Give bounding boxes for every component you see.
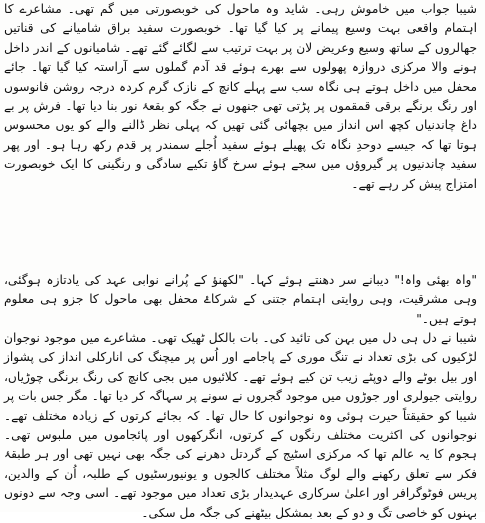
paragraph-2: "واہ بھئی واہ!" دیبانے سر دھنتے ہوئے کہا۔ "لکھنؤ کے پُرانے نوابی عہد کی یادتازہ ہوگئی، وہی مشرقیت، وہی روایتی اہتمام جتنی کے شرکاۓ محفل بھی ماحول کا جزو ہی معلوم ہوتے ہیں۔" (4, 273, 477, 326)
paragraph-1: شیبا جواب میں خاموش رہی۔ شاید وہ ماحول کی خوبصورتی میں گم تھی۔ مشاعرے کا اہتمام واقعی بہت وسیع پیمانے پر کیا گیا تھا۔ خوبصورت سفید براق شامیانے کی قناتیں جھالروں کے ساتھ وسیع وعریض لان پر بہت ترتیب سے لگائے گئے تھے۔ شامیانوں کے اندر داخل ہونے والا مرکزی دروازہ پھولوں سے بھرے ہوئے قد آدم گملوں سے آراستہ کیا گیا تھا۔ جائے محفل میں داخل ہوتے ہی نگاہ سب سے پہلے کانچ کے نازک گرم کردہ درجہ روشن فانوسوں اور رنگ برنگے برقی قمقموں پر پڑتی تھی جنھوں نے جگہ کو بقعۂ نور بنا دیا تھا۔ فرش پر بے داغ چاندنیاں کچھ اس انداز میں بچھائی گئی تھیں کہ پہلی نظر ڈالنے والے کو یوں محسوس ہوتا تھا کہ جیسے دوحدِ نگاہ تک پھیلے ہوئے سفید اُجلے سمندر پر قدم رکھ رہا ہو۔ اور پھر سفید چاندنیوں پر گیروؤں میں سجے ہوئے سرخ گاؤ تکیے سادگی و رنگینی کا ایک خوبصورت امتزاج پیش کر رہے تھے۔ (4, 2, 477, 191)
article-body (4, 0, 477, 520)
paragraph-3: شیبا نے دل ہی دل میں بہن کی تائید کی۔ بات بالکل ٹھیک تھی۔ مشاعرے میں موجود نوجوان لڑکیوں کی بڑی تعداد نے تنگ موری کے پاجامے اور اُس پر میچنگ کی انارکلی انداز کی پشواز اور بیل بوٹے والے دوپٹے زیب تن کیے ہوئے تھے۔ کلائیوں میں بجی کانچ کی رنگ برنگی چوڑیاں، روایتی جیولری اور جوڑوں میں موجود گجروں نے سونے پر سہاگہ کر دیا تھا۔ مگر جس بات پر شیبا کو حقیقتاً حیرت ہوئی وہ نوجوانوں کا حال تھا۔ کہ بجائے کرتوں کے زیادہ مختلف تھے۔ نوجوانوں کی اکثریت مختلف رنگوں کے کرتوں، انگرکھوں اور پائجاموں میں ملبوس تھی۔ ہجوم کا یہ عالم تھا کہ مرکزی اسٹیج کے گردتل دھرنے کی جگہ بھی نہیں تھی اور ہر طبقۂ فکر سے تعلق رکھنے والے لوگ مثلاً مختلف کالجوں و یونیورسٹیوں کے طلبہ، اُن کے والدین، پریس فوٹوگرافر اور اعلیٰ سرکاری عہدیدار بڑی تعداد میں موجود تھے۔ اسی وجہ سے دونوں بہنوں کو خاصی تگ و دو کے بعد بمشکل بیٹھنے کی جگہ مل سکی۔ (4, 331, 477, 520)
